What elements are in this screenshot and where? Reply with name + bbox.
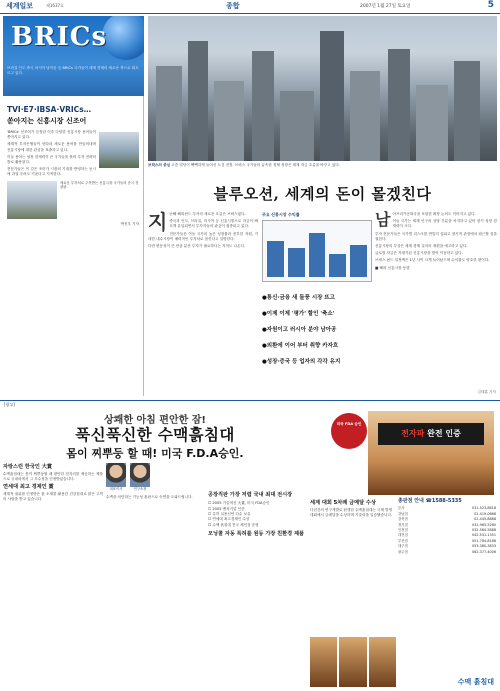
article-paragraph: 신흥시장의 부상은 세계 경제 질서의 재편을 예고하고 있다. [375, 244, 468, 249]
pullquote: ●자원이고 러시아 분야 남아공 [262, 327, 337, 333]
article-paragraph: 이들 국가는 세계 인구의 상당 부분을 차지하고 있어 장기 성장 잠재력이 크다. [392, 219, 497, 229]
sidebar-paragraph: 'BRICs' 신조어가 등장한 이후 다양한 신흥시장 용어들이 쏟아지고 있다. [7, 130, 96, 140]
building [350, 71, 380, 161]
sidebar-photo-caption: 새로운 투자처로 주목받는 신흥시장 국가들의 증시 전광판. [57, 181, 139, 219]
branch-name: 대구점 [398, 544, 408, 549]
ad-portraits [106, 463, 206, 491]
portrait-photo [130, 463, 150, 487]
bed-panel-label: 인증 [445, 429, 461, 438]
bed-panel-label: 전자파 [401, 429, 425, 438]
chart-bar [329, 254, 346, 277]
chart-bar [267, 241, 284, 277]
issue-date: 2007년 1월 27일 토요일 [360, 4, 411, 9]
sidebar-photo [99, 132, 139, 168]
pullquote: ●성장·증국 등 업자의 각각 유지 [262, 359, 341, 365]
article-paragraph: 전문가들은 이들 국가의 높은 성장률과 풍부한 자원, 거대한 내수시장이 매력적인 투자처로 꼽힌다고 설명한다. [148, 231, 258, 241]
portrait-photo [106, 463, 126, 487]
chart-plot [262, 220, 372, 282]
portrait [106, 463, 126, 491]
building [214, 81, 244, 161]
branch-row[interactable] [398, 550, 496, 555]
branch-phone: 031-965-5280 [471, 522, 496, 527]
pullquote-list [262, 293, 372, 373]
ad-subtitle: 공장직판 가장 저렴 국내 최대 전시장 [208, 492, 293, 498]
article-paragraph: 난해 해외펀드 투자의 새로운 흐름은 브릭스였다. [169, 212, 246, 216]
ad-subtitle: 세계 대회 5차례 금메달 수상 [310, 500, 376, 506]
paper-name[interactable]: 세계일보 [6, 2, 34, 10]
sidebar-headline[interactable]: TVI·E7·IBSA·VRICs… [7, 105, 92, 114]
dropcap: 남 [375, 210, 391, 229]
bed-panel-label: 완전 [427, 429, 443, 438]
page-number: 5 [487, 0, 494, 10]
brics-banner [3, 16, 144, 96]
branch-phone: 031-523-8818 [471, 506, 496, 511]
branch-phone: 02-445-8888 [474, 517, 496, 522]
ad-feature: ☐ 수맥 흙침대 전국 체인점 운영 [208, 522, 259, 527]
branch-phone: 051-784-8188 [471, 538, 496, 543]
article-paragraph: 글로벌 자금은 저평가된 신흥시장을 찾아 이동하고 있다. [375, 251, 463, 256]
article-paragraph: ■ 해외 신흥시장 동향 [375, 265, 410, 270]
banner-caption: 브라질 인도 중국 러시아 남아공 등 BRICs 국가들이 세계 경제의 새로운 축으로 떠오르고 있다. [7, 66, 139, 75]
building [388, 49, 410, 161]
article-paragraph: 투자 전문가들은 국가별 리스크를 면밀히 살피고 장기적 관점에서 접근할 것을 권한다. [375, 231, 497, 241]
ad-text: 수맥흙침대는 몸이 찌뿌둥할 때 편안한 잠자리를 제공하는 제품으로 국내외에서 그 우수성을 인정받았습니다. [3, 472, 103, 482]
pullquote: ●통신·금융 새 돌풍 시장 뜨고 [262, 295, 335, 301]
building [320, 31, 344, 161]
ad-column [106, 463, 206, 500]
sidebar-wide-photo [7, 181, 139, 219]
hero-photo [148, 16, 497, 161]
article-paragraph: 아프리카공화국을 포함한 확장 논의도 이어지고 있다. [392, 212, 476, 216]
ad-feature: ☐ 2005 기술혁신 大賞, 미국 FDA승인 [208, 501, 270, 506]
ad-column [310, 499, 394, 519]
product-photo [310, 637, 337, 687]
ad-feature-list [208, 501, 308, 528]
branch-name: 본사 [398, 506, 405, 511]
branch-name: 강남점 [398, 511, 408, 516]
building [156, 66, 182, 161]
branch-name: 강북점 [398, 517, 408, 522]
sidebar-paragraph: 전문가들은 이 같은 조어가 시장의 기대를 반영하는 동시에 과열 우려도 키운다고 지적한다. [7, 167, 96, 177]
portrait [130, 463, 150, 491]
branch-phone: 032-584-5888 [471, 528, 496, 533]
ad-feature: ☐ 2005 벤처기업 인증 [208, 506, 245, 511]
article-paragraph: 중국과 인도, 브라질, 러시아 등 신흥시장으로 자금이 빠르게 유입되면서 투자자들의 관심이 집중되고 있다. [169, 219, 258, 229]
branch-phone: 02-419-0668 [474, 511, 496, 516]
branch-list [398, 499, 496, 555]
globe-icon [102, 16, 144, 60]
product-images [310, 637, 396, 687]
product-photo [369, 637, 396, 687]
dropcap: 지 [148, 210, 168, 234]
ad-tag: [광고] [4, 402, 15, 407]
sidebar-column [3, 16, 144, 396]
ad-feature: ☐ 연세대 최고경제인 수상 [208, 517, 250, 522]
issue-number: 제1637호 [46, 3, 64, 8]
building [252, 51, 274, 161]
portrait-label: 대표이사 [109, 487, 123, 491]
article-chart [262, 212, 372, 288]
ad-text: 수맥을 차단하는 기능성 흙판으로 숙면을 도와드립니다. [106, 495, 193, 499]
building [416, 85, 448, 161]
article-paragraph: 브릭스 펀드 설정액은 1년 사이 크게 늘어났으며 수익률도 양호한 편이다. [375, 258, 490, 263]
branch-name: 인천점 [398, 528, 408, 533]
ad-text: 다년간의 연구개발로 탄생한 수맥흙침대는 국제 발명대회에서 금메달을 수상하며 기술력을 입증했습니다. [310, 508, 393, 518]
sidebar-paragraph: 이들 용어는 성장 잠재력이 큰 국가들을 묶어 투자 전략의 틀로 활용된다. [7, 154, 96, 165]
branch-phone: 053-380-3833 [471, 544, 496, 549]
masthead [0, 0, 500, 14]
ad-headline[interactable]: 푹신푹신한 수맥흙침대 [75, 426, 235, 444]
sidebar-paragraph: 세계적 투자은행들이 잇따라 새로운 용어를 만들어내며 신흥시장에 대한 관심을 표출하고 있다. [7, 142, 96, 152]
chart-bar [350, 245, 367, 277]
article-paragraph: 다만 변동성이 큰 만큼 분산 투자가 필요하다는 지적도 나온다. [148, 244, 246, 249]
ad-subtitle: 자랑스런 한국인 大賞 [3, 464, 53, 470]
ad-feature: ☐ 특허 실용신안 다수 보유 [208, 512, 251, 517]
branch-name: 경기점 [398, 522, 408, 527]
ad-column [208, 491, 308, 539]
ad-subtitle: 모닝콜 자동 특허를 원등 가장 친환경 제품 [208, 531, 305, 538]
bed-photo [368, 411, 494, 495]
ad-subheadline: 몸이 찌뿌둥 할 때! 미국 F.D.A승인. [66, 447, 244, 460]
advertisement[interactable] [0, 400, 500, 691]
chart-bar [288, 248, 305, 277]
chart-bar [309, 233, 326, 277]
article-byline: 김태훈 기자 [477, 390, 496, 394]
article-title[interactable]: 블루오션, 세계의 돈이 몰겠친다 [213, 185, 432, 203]
bed-panel [378, 423, 484, 445]
brics-logo: BRICs [11, 22, 108, 52]
building [454, 61, 480, 161]
branch-name: 대전점 [398, 533, 408, 538]
ad-brand-logo: 수맥 흙침대 [457, 678, 494, 686]
ad-lead: 상쾌한 아침 편안한 잠! [104, 415, 206, 426]
chart-title: 주요 신흥시장 수익률 [262, 212, 300, 217]
sidebar-text [7, 130, 139, 178]
branch-phone: 042-531-1351 [471, 533, 496, 538]
branch-hotline[interactable]: 총판점 안내 ☎1588-5335 [398, 498, 462, 504]
building [280, 91, 314, 161]
branch-name: 광주점 [398, 549, 408, 554]
portrait-label: 연구소장 [133, 487, 147, 491]
fda-badge: 미국 FDA 승인 [331, 413, 367, 449]
pullquote: ●외환에 이어 부터 취향 카자흐 [262, 343, 339, 349]
ad-text: 세계적 권위를 인정받은 흙 소재를 활용한 건강침대로 많은 고객의 사랑을 받고 있습니다. [3, 491, 103, 502]
hero-caption [148, 163, 497, 168]
sidebar-subhead: 쏟아지는 신흥시장 신조어 [7, 117, 87, 125]
branch-name: 부산점 [398, 538, 408, 543]
hero-caption-lead: 브릭스의 중심 [148, 163, 171, 167]
building [188, 41, 208, 161]
ad-column [3, 463, 103, 502]
sidebar-byline: 박진우 기자 [120, 221, 139, 226]
ad-subtitle: 연세대 최고 경제인 賞 [3, 483, 54, 490]
product-photo [339, 637, 366, 687]
pullquote: ●이제 이제 '평가' 할인 '축소' [262, 311, 335, 317]
branch-phone: 062-377-4006 [471, 549, 496, 554]
article-column-c [375, 212, 497, 273]
section-title: 종합 [226, 2, 240, 10]
hero-caption-text: 고층 빌딩이 빽빽하게 들어선 도심 전경. 브릭스 국가들의 급속한 경제 성장은 세계 자금 흐름을 바꾸고 있다. [171, 163, 340, 167]
article-column-a [148, 212, 258, 251]
